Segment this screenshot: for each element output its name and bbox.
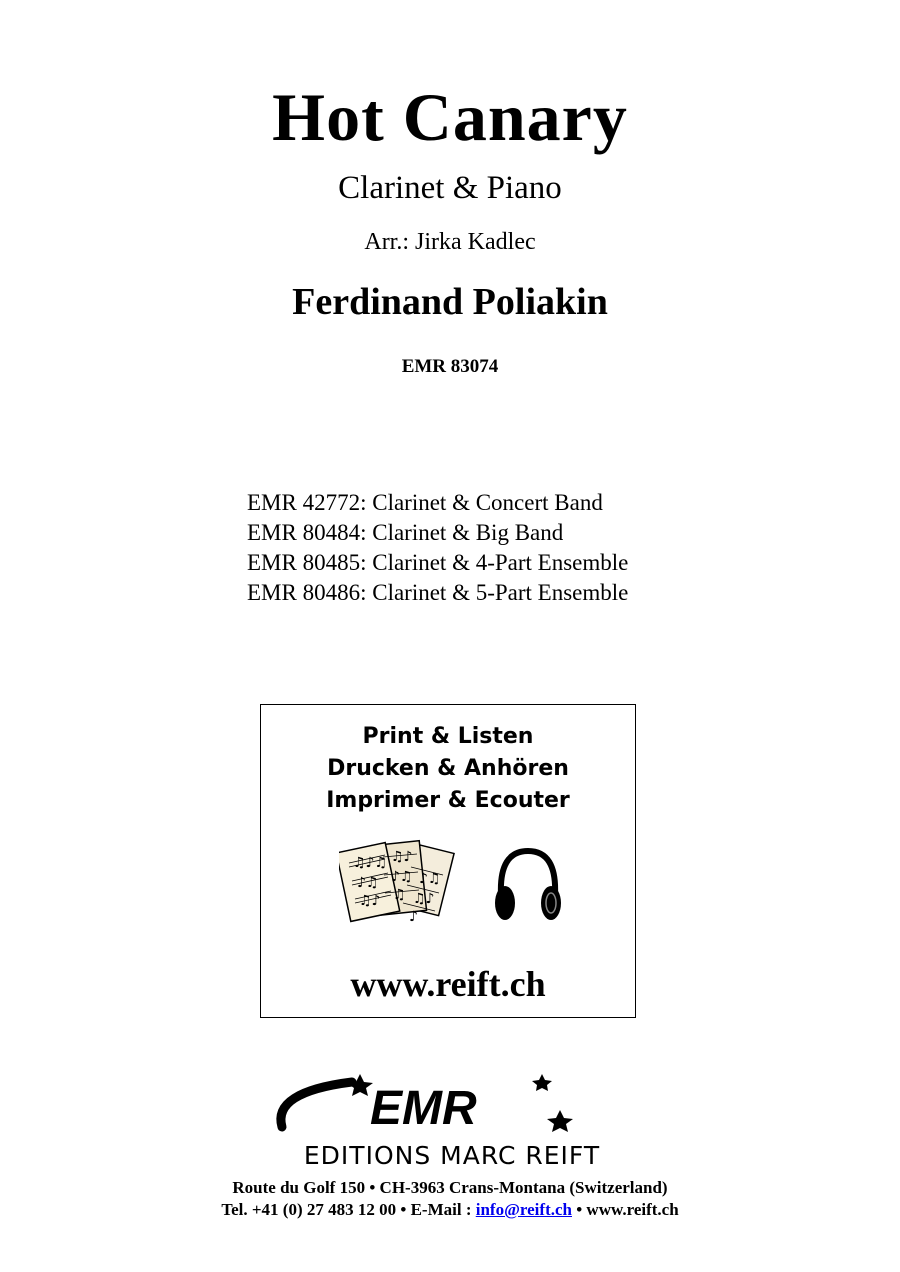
- publisher-address: Route du Golf 150 • CH-3963 Crans-Montana (Switzerland): [232, 1178, 668, 1197]
- promo-line-en: Print & Listen: [362, 724, 534, 749]
- emr-logo: [242, 1072, 662, 1172]
- svg-text:♪♫: ♪♫: [357, 875, 379, 891]
- publisher-contact: [0, 1177, 900, 1221]
- promo-url[interactable]: www.reift.ch: [350, 964, 546, 1004]
- sheet-music-icon: [339, 837, 469, 937]
- edition-item: EMR 80486: Clarinet & 5-Part Ensemble: [247, 580, 629, 605]
- instrumentation: Clarinet & Piano: [338, 170, 562, 206]
- composer: Ferdinand Poliakin: [292, 281, 608, 323]
- svg-text:♫♪: ♫♪: [359, 893, 381, 909]
- svg-text:♫♪♫: ♫♪♫: [353, 855, 388, 871]
- svg-text:♪♫: ♪♫: [419, 871, 441, 887]
- promo-line-de: Drucken & Anhören: [327, 756, 569, 781]
- print-listen-box: [260, 704, 636, 1018]
- edition-item: EMR 80484: Clarinet & Big Band: [247, 520, 564, 545]
- svg-text:♪♫: ♪♫: [391, 869, 413, 885]
- logo-mark: EMR: [370, 1082, 477, 1135]
- catalog-code: EMR 83074: [401, 356, 499, 377]
- edition-item: EMR 42772: Clarinet & Concert Band: [247, 490, 603, 515]
- website-text: • www.reift.ch: [571, 1200, 679, 1219]
- arranger: Arr.: Jirka Kadlec: [364, 229, 536, 255]
- promo-line-fr: Imprimer & Ecouter: [326, 788, 570, 813]
- svg-text:♪: ♪: [409, 909, 418, 925]
- svg-text:♫: ♫: [393, 887, 406, 903]
- publisher-phone-line: [0, 1199, 900, 1221]
- publisher-name: EDITIONS MARC REIFT: [303, 1141, 601, 1170]
- svg-text:♫♪: ♫♪: [413, 891, 435, 907]
- page-title: Hot Canary: [272, 79, 628, 155]
- phone-text: Tel. +41 (0) 27 483 12 00 • E-Mail :: [221, 1200, 476, 1219]
- other-editions-list: [247, 488, 628, 608]
- edition-item: EMR 80485: Clarinet & 4-Part Ensemble: [247, 550, 629, 575]
- svg-text:♫♪: ♫♪: [391, 849, 413, 865]
- headphones-icon: [493, 845, 563, 927]
- email-link[interactable]: info@reift.ch: [475, 1200, 572, 1219]
